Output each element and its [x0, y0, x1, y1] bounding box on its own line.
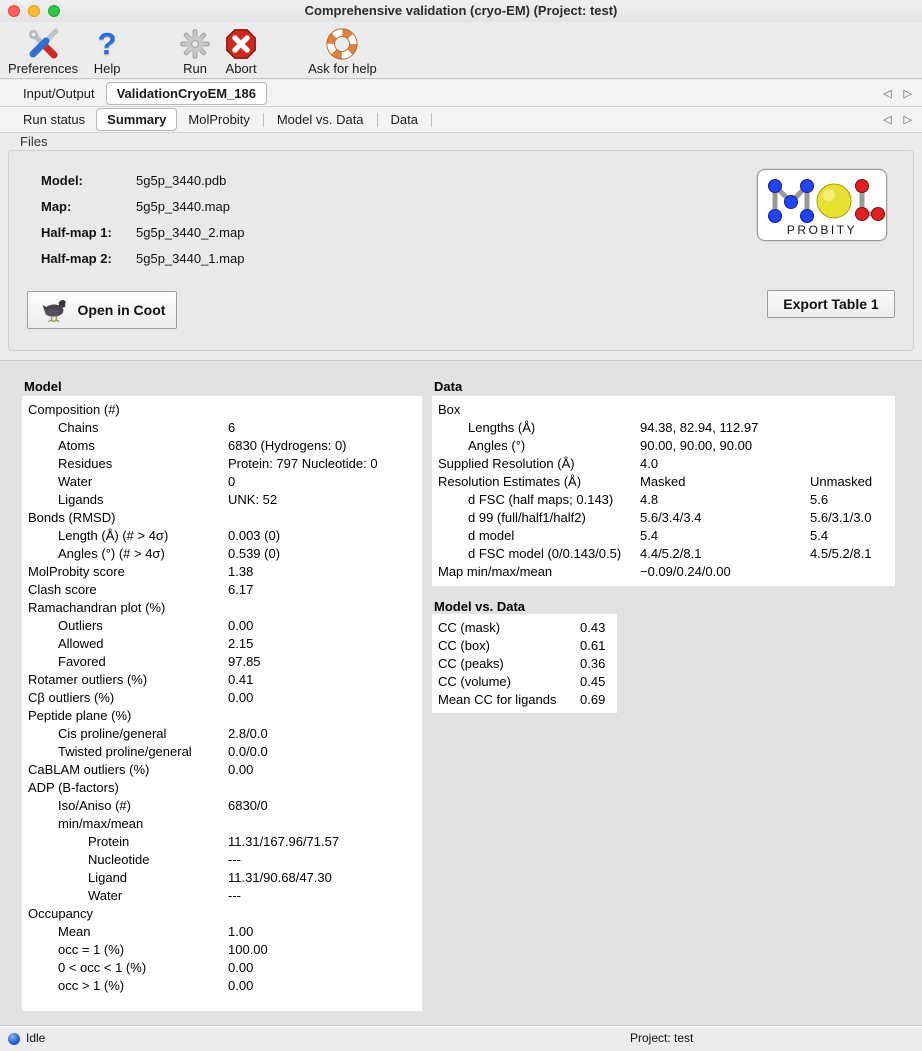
stat-value: 0.0/0.0 — [228, 744, 268, 759]
table-row — [22, 797, 422, 815]
tab-scroll-left-icon[interactable]: ◁ — [883, 114, 892, 126]
table-row — [22, 653, 422, 671]
open-in-coot-label: Open in Coot — [77, 302, 166, 318]
stat-value: 0.00 — [228, 690, 254, 705]
model-vs-data-stats-table — [432, 614, 617, 713]
tab-scroll-left-icon[interactable]: ◁ — [883, 87, 892, 100]
table-row — [432, 545, 895, 563]
stat-value: 0.539 (0) — [228, 546, 281, 561]
stat-value: −0.09/0.24/0.00 — [640, 564, 731, 579]
sub-tab-bar — [0, 107, 922, 133]
data-section-title: Data — [434, 379, 463, 394]
table-row — [22, 545, 422, 563]
stat-value: 4.4/5.2/8.1 — [640, 546, 702, 561]
stat-value-unmasked: 5.6 — [810, 492, 829, 507]
open-in-coot-button[interactable] — [27, 291, 177, 329]
stat-label: Box — [438, 402, 461, 417]
red-octagon-x-icon — [220, 25, 262, 62]
main-tab-bar — [0, 80, 922, 107]
help-label: Help — [93, 61, 121, 76]
tab-model-vs-data[interactable]: Model vs. Data — [276, 112, 364, 127]
table-row — [432, 455, 895, 473]
table-row — [432, 673, 617, 691]
project-label: Project: test — [630, 1031, 694, 1045]
run-button[interactable] — [174, 25, 216, 76]
table-row — [22, 941, 422, 959]
tab-scroll-right-icon[interactable]: ▷ — [903, 114, 912, 126]
stat-value: 2.8/0.0 — [228, 726, 268, 741]
stat-label: Residues — [58, 456, 113, 471]
abort-button[interactable] — [220, 25, 262, 76]
table-row — [22, 617, 422, 635]
stat-label: d FSC model (0/0.143/0.5) — [468, 546, 622, 561]
table-row — [432, 619, 617, 637]
stat-label: CC (volume) — [438, 674, 511, 689]
file-value: 5g5p_3440.map — [136, 199, 230, 214]
tab-separator — [377, 113, 378, 127]
stat-value: --- — [228, 852, 241, 867]
stat-label: CC (mask) — [438, 620, 501, 635]
table-row — [22, 437, 422, 455]
toolbar — [0, 22, 922, 79]
table-row — [22, 815, 422, 833]
stat-value: Protein: 797 Nucleotide: 0 — [228, 456, 378, 471]
stat-value: 0.43 — [580, 620, 606, 635]
stat-value: 94.38, 82.94, 112.97 — [640, 420, 759, 435]
table-row — [22, 671, 422, 689]
tab-molprobity[interactable]: MolProbity — [188, 112, 250, 127]
stat-label: Mean CC for ligands — [438, 692, 557, 707]
window-title: Comprehensive validation (cryo-EM) (Project: test) — [304, 3, 618, 18]
stat-value: 0 — [228, 474, 236, 489]
title-bar — [0, 0, 922, 22]
stat-label: Clash score — [28, 582, 97, 597]
stat-value: 4.8 — [640, 492, 659, 507]
table-row — [22, 761, 422, 779]
stat-label: Nucleotide — [88, 852, 150, 867]
preferences-label: Preferences — [8, 61, 79, 76]
stat-label: Allowed — [58, 636, 104, 651]
table-row — [432, 491, 895, 509]
stat-label: occ = 1 (%) — [58, 942, 125, 957]
stat-label: Ligand — [88, 870, 128, 885]
table-row — [22, 635, 422, 653]
table-row — [432, 437, 895, 455]
stat-label: Chains — [58, 420, 99, 435]
tab-separator — [431, 113, 432, 127]
file-label: Half-map 2: — [41, 251, 112, 266]
stat-label: Angles (°) (# > 4σ) — [58, 546, 165, 561]
tab-input-output[interactable]: Input/Output — [23, 85, 95, 101]
stat-value-unmasked: 5.4 — [810, 528, 829, 543]
stat-value: 100.00 — [228, 942, 268, 957]
model-section-title: Model — [24, 379, 62, 394]
table-row — [432, 655, 617, 673]
stat-value: 0.61 — [580, 638, 606, 653]
stat-label: Protein — [88, 834, 130, 849]
stat-label: Water — [58, 474, 93, 489]
table-row — [22, 959, 422, 977]
abort-label: Abort — [225, 61, 257, 76]
table-row — [432, 419, 895, 437]
stat-label: Water — [88, 888, 123, 903]
table-row — [22, 851, 422, 869]
table-row — [22, 743, 422, 761]
stat-label: 0 < occ < 1 (%) — [58, 960, 147, 975]
stat-label: Length (Å) (# > 4σ) — [58, 528, 169, 543]
table-row — [22, 689, 422, 707]
ask-for-help-label: Ask for help — [308, 61, 377, 76]
table-row — [22, 869, 422, 887]
status-text: Idle — [26, 1031, 46, 1045]
stat-value: 5.6/3.4/3.4 — [640, 510, 702, 525]
tab-validationcryoem-186[interactable]: ValidationCryoEM_186 — [106, 82, 267, 105]
stat-value: 97.85 — [228, 654, 261, 669]
stat-label: Atoms — [58, 438, 95, 453]
table-row — [22, 779, 422, 797]
stat-label: d model — [468, 528, 515, 543]
stat-value: 5.4 — [640, 528, 659, 543]
stat-label: Occupancy — [28, 906, 94, 921]
stat-value: 0.41 — [228, 672, 254, 687]
tab-summary[interactable]: Summary — [96, 108, 177, 131]
table-row — [22, 419, 422, 437]
file-value: 5g5p_3440_1.map — [136, 251, 245, 266]
table-row — [22, 581, 422, 599]
table-row — [432, 509, 895, 527]
export-table-1-button[interactable] — [767, 290, 895, 318]
stat-value-unmasked: Unmasked — [810, 474, 873, 489]
stat-label: Composition (#) — [28, 402, 120, 417]
stat-value: 6.17 — [228, 582, 254, 597]
summary-stats-panel — [0, 360, 922, 1025]
stat-label: Ligands — [58, 492, 104, 507]
stat-label: Cβ outliers (%) — [28, 690, 115, 705]
stat-label: MolProbity score — [28, 564, 125, 579]
stat-label: Angles (°) — [468, 438, 526, 453]
stat-label: Twisted proline/general — [58, 744, 192, 759]
ask-for-help-button[interactable] — [308, 25, 377, 76]
gear-icon — [174, 25, 216, 62]
table-row — [22, 473, 422, 491]
table-row — [22, 977, 422, 995]
table-row — [22, 563, 422, 581]
lifebuoy-icon — [321, 25, 363, 62]
model-stats-table — [22, 396, 422, 1011]
files-group-label: Files — [20, 134, 48, 149]
stat-value: 0.003 (0) — [228, 528, 281, 543]
stat-label: Lengths (Å) — [468, 420, 536, 435]
stat-value: 6830/0 — [228, 798, 268, 813]
stat-label: Bonds (RMSD) — [28, 510, 116, 525]
stat-value-unmasked: 5.6/3.1/3.0 — [810, 510, 872, 525]
export-table-1-label: Export Table 1 — [783, 296, 879, 312]
table-row — [432, 563, 895, 581]
stat-label: Peptide plane (%) — [28, 708, 132, 723]
table-row — [22, 833, 422, 851]
file-label: Model: — [41, 173, 83, 188]
table-row — [22, 923, 422, 941]
stat-value: --- — [228, 888, 241, 903]
table-row — [22, 707, 422, 725]
tab-run-status[interactable]: Run status — [23, 112, 86, 127]
status-bar — [0, 1025, 922, 1051]
stat-label: CaBLAM outliers (%) — [28, 762, 150, 777]
stat-label: Supplied Resolution (Å) — [438, 456, 575, 471]
stat-value: 11.31/167.96/71.57 — [228, 834, 340, 849]
stat-label: CC (box) — [438, 638, 491, 653]
stat-value: 0.45 — [580, 674, 606, 689]
table-row — [432, 691, 617, 709]
table-row — [22, 725, 422, 743]
table-row — [22, 509, 422, 527]
table-row — [432, 637, 617, 655]
stat-value: 11.31/90.68/47.30 — [228, 870, 332, 885]
stat-label: Rotamer outliers (%) — [28, 672, 148, 687]
stat-label: Cis proline/general — [58, 726, 167, 741]
status-idle-icon — [8, 1033, 20, 1045]
stat-label: Ramachandran plot (%) — [28, 600, 166, 615]
stat-value: 1.38 — [228, 564, 254, 579]
summary-top-panel — [0, 134, 922, 360]
stat-label: Favored — [58, 654, 106, 669]
stat-label: min/max/mean — [58, 816, 144, 831]
stat-label: d FSC (half maps; 0.143) — [468, 492, 614, 507]
help-button[interactable] — [86, 25, 128, 76]
table-row — [22, 905, 422, 923]
table-row — [432, 527, 895, 545]
table-row — [22, 599, 422, 617]
stat-value: 1.00 — [228, 924, 254, 939]
file-label: Half-map 1: — [41, 225, 112, 240]
tab-scroll-right-icon[interactable]: ▷ — [903, 87, 912, 100]
stat-label: Outliers — [58, 618, 103, 633]
stat-value: 0.00 — [228, 618, 254, 633]
stat-value: 0.00 — [228, 978, 254, 993]
stat-label: Map min/max/mean — [438, 564, 553, 579]
preferences-button[interactable] — [8, 25, 78, 76]
coot-bird-icon — [39, 297, 71, 324]
stat-value: 0.36 — [580, 656, 606, 671]
file-value: 5g5p_3440.pdb — [136, 173, 227, 188]
table-row — [432, 473, 895, 491]
stat-label: ADP (B-factors) — [28, 780, 119, 795]
stat-label: Mean — [58, 924, 91, 939]
molprobity-logo-text: PROBITY — [786, 223, 858, 237]
stat-value: 6830 (Hydrogens: 0) — [228, 438, 347, 453]
stat-value: 6 — [228, 420, 236, 435]
table-row — [22, 455, 422, 473]
stat-label: Resolution Estimates (Å) — [438, 474, 582, 489]
model-vs-data-section-title: Model vs. Data — [434, 599, 526, 614]
table-row — [432, 401, 895, 419]
stat-value: 0.00 — [228, 960, 254, 975]
stat-value: 90.00, 90.00, 90.00 — [640, 438, 753, 453]
stat-label: d 99 (full/half1/half2) — [468, 510, 586, 525]
table-row — [22, 401, 422, 419]
stat-value: UNK: 52 — [228, 492, 278, 507]
stat-label: Iso/Aniso (#) — [58, 798, 131, 813]
stat-value-unmasked: 4.5/5.2/8.1 — [810, 546, 872, 561]
stat-value: 0.00 — [228, 762, 254, 777]
stat-label: CC (peaks) — [438, 656, 504, 671]
stat-value: 4.0 — [640, 456, 659, 471]
crossed-tools-icon — [22, 25, 64, 62]
table-row — [22, 527, 422, 545]
stat-value: 2.15 — [228, 636, 254, 651]
tab-data[interactable]: Data — [390, 112, 418, 127]
files-groupbox — [8, 150, 914, 351]
tab-separator — [263, 113, 264, 127]
stat-value: 0.69 — [580, 692, 606, 707]
data-stats-table — [432, 396, 895, 586]
table-row — [22, 491, 422, 509]
run-label: Run — [183, 61, 208, 76]
molprobity-logo — [757, 169, 887, 241]
file-value: 5g5p_3440_2.map — [136, 225, 245, 240]
stat-value: Masked — [640, 474, 686, 489]
file-label: Map: — [41, 199, 72, 214]
table-row — [22, 887, 422, 905]
stat-label: occ > 1 (%) — [58, 978, 125, 993]
question-mark-icon: ? — [97, 26, 117, 61]
